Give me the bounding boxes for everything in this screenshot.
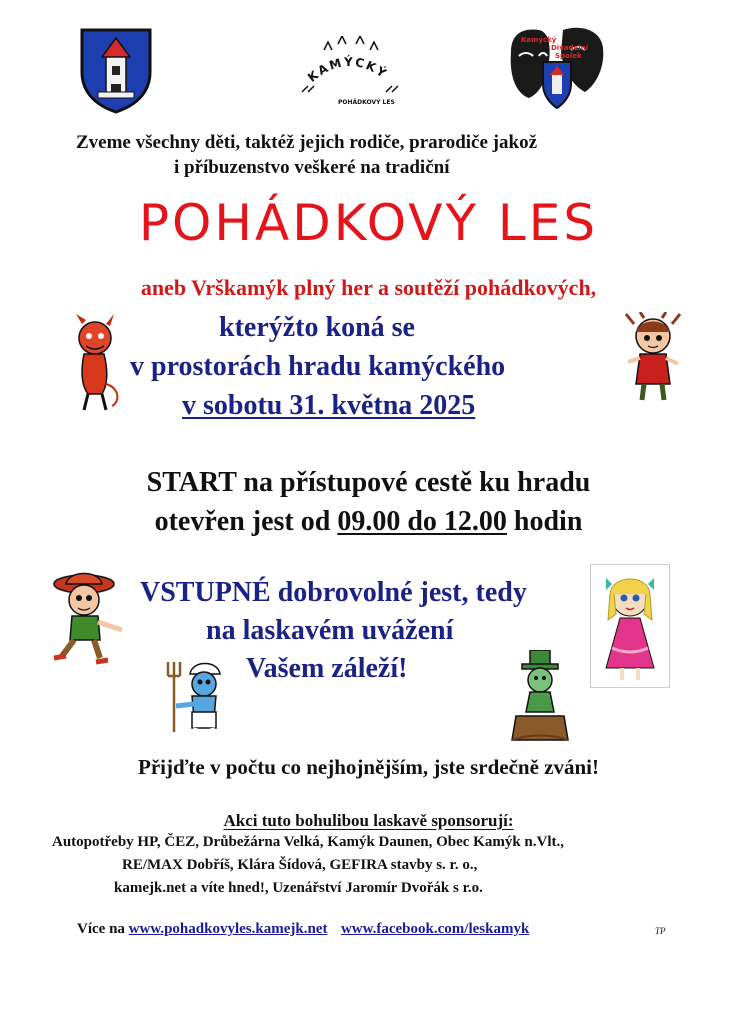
event-subtitle: aneb Vrškamýk plný her a soutěží pohádkových, — [140, 275, 597, 300]
entry-line-1: VSTUPNÉ dobrovolné jest, tedy — [140, 577, 527, 608]
theatre-logo-text-3: Spolek — [555, 52, 582, 60]
facebook-link[interactable]: www.facebook.com/leskamyk — [340, 921, 530, 937]
theatre-logo-text-1: Kamýcký — [521, 36, 557, 44]
venue-line-1: kterýžto koná se — [219, 312, 415, 343]
entry-line-3: Vašem záleží! — [246, 653, 408, 684]
entry-line-2: na laskavém uvážení — [206, 615, 454, 646]
sponsors-line-2: RE/MAX Dobříš, Klára Šídová, GEFIRA stavby s. r. o., — [122, 857, 478, 873]
start-line-2-post: hodin — [506, 506, 583, 537]
event-title: POHÁDKOVÝ LES — [138, 194, 599, 252]
venue-line-2: v prostorách hradu kamýckého — [130, 351, 506, 382]
more-info-label: Více na — [77, 921, 125, 937]
theatre-logo-text-2: Divadelní — [551, 44, 589, 52]
event-date: v sobotu 31. května 2025 — [182, 390, 476, 421]
author-initials: TP — [655, 926, 666, 936]
logo-arc-text: KAMÝCKÝ — [305, 54, 391, 85]
girl-illustration — [624, 312, 682, 408]
doll-illustration — [590, 564, 670, 688]
theatre-masks-logo — [505, 22, 607, 112]
website-link[interactable]: www.pohadkovyles.kamejk.net — [128, 921, 328, 937]
sponsors-line-3: kamejk.net a víte hned!, Uzenářství Jaromír Dvořák s r.o. — [114, 880, 483, 896]
footer-links — [77, 921, 529, 938]
start-line-2-pre: otevřen jest od — [154, 506, 338, 537]
invite-text: Přijďte v počtu co nejhojnějším, jste srdečně zváni! — [138, 755, 599, 779]
start-line-2 — [0, 506, 737, 538]
devil-illustration — [66, 314, 124, 416]
start-line-1: START na přístupové cestě ku hradu — [146, 467, 591, 498]
water-sprite-illustration — [508, 650, 574, 742]
intro-line-2: i příbuzenstvo veškeré na tradiční — [174, 157, 450, 178]
intro-line-1: Zveme všechny děti, taktéž jejich rodiče, prarodiče jakož — [76, 132, 538, 153]
smurf-illustration — [162, 656, 232, 740]
sponsors-line-1: Autopotřeby HP, ČEZ, Drůbežárna Velká, Kamýk Daunen, Obec Kamýk n.Vlt., — [52, 834, 564, 850]
boy-illustration — [50, 570, 128, 666]
svg-text:KAMÝCKÝ — [305, 54, 391, 85]
logo-sub-text: POHÁDKOVÝ LES — [338, 99, 395, 106]
castle-shield-icon — [78, 26, 154, 114]
kamycky-les-logo — [294, 36, 406, 108]
opening-hours: 09.00 do 12.00 — [337, 506, 507, 537]
sponsors-heading: Akci tuto bohulibou laskavě sponsorují: — [223, 811, 514, 830]
